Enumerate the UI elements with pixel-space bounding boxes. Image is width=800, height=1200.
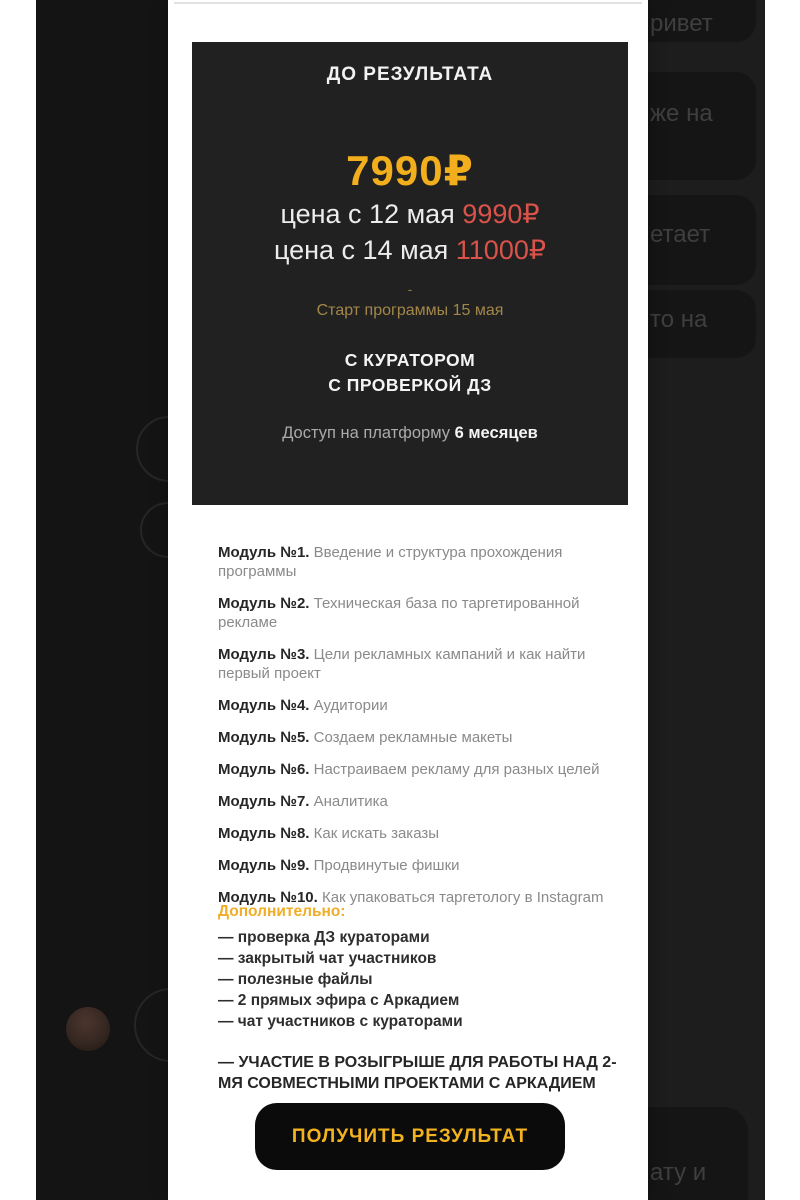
start-date-note: Старт программы 15 мая [316,302,504,319]
module-text: Введение и структура прохождения программы [218,544,563,580]
chat-background-left [36,0,168,1200]
module-item [218,594,618,632]
module-item [218,645,618,683]
chat-bubble [648,290,756,358]
chat-bubble [648,72,756,180]
chat-bubble [648,0,756,42]
module-text: Настраиваем рекламу для разных целей [309,761,600,778]
module-label: Модуль №7. [218,793,310,810]
divider [174,2,642,4]
dash-separator: - [407,281,413,297]
modules-list [218,543,618,920]
extras-title: Дополнительно: [218,903,346,920]
module-item [218,543,618,581]
module-text: Как упаковаться таргетологу в Instagram [317,889,604,906]
chat-bubble-text: етает [650,221,711,248]
module-item [218,792,618,811]
price-row-value: 11000₽ [455,235,547,265]
chat-bubble-text: ривет [650,10,713,37]
feature-curator: С КУРАТОРОМ [344,350,476,370]
chat-bubble [648,1107,748,1200]
extras-item: — закрытый чат участников [218,950,437,967]
get-result-button[interactable]: ПОЛУЧИТЬ РЕЗУЛЬТАТ [255,1103,565,1170]
extras-highlight: — УЧАСТИЕ В РОЗЫГРЫШЕ ДЛЯ РАБОТЫ НАД 2-МЯ СОВМЕСТНЫМИ ПРОЕКТАМИ С АРКАДИЕМ [218,1054,617,1092]
module-label: Модуль №6. [218,761,310,778]
price-row [192,234,628,266]
access-note [192,424,628,443]
chat-background-right [648,0,765,1200]
module-label: Модуль №9. [218,857,310,874]
module-label: Модуль №4. [218,697,310,714]
module-text: Техническая база по таргетированной рекламе [218,595,580,631]
price-row [192,198,628,230]
module-item [218,696,618,715]
module-item [218,824,618,843]
chat-avatar-ring [134,988,168,1062]
chat-bubble-text: же на [650,100,713,127]
access-label: Доступ на платформу [282,424,455,442]
current-price: 7990₽ [346,147,474,194]
price-row-label: цена с 14 мая [273,235,456,265]
price-row-label: цена с 12 мая [280,199,463,229]
module-label: Модуль №3. [218,646,310,663]
module-text: Создаем рекламные макеты [309,729,513,746]
module-text: Аналитика [309,793,388,810]
chat-avatar-ring [140,502,168,558]
extras-section [218,903,618,1094]
chat-bubble [648,195,756,285]
extras-item: — 2 прямых эфира с Аркадием [218,992,460,1009]
module-text: Аудитории [309,697,388,714]
chat-bubble-text: ату и [650,1159,707,1186]
access-value: 6 месяцев [454,424,538,442]
offer-title: ДО РЕЗУЛЬТАТА [326,64,494,85]
module-label: Модуль №1. [218,544,310,561]
module-label: Модуль №8. [218,825,310,842]
chat-bubble-text: то на [650,306,708,333]
module-item [218,856,618,875]
price-row-value: 9990₽ [462,199,540,229]
module-label: Модуль №2. [218,595,310,612]
module-item [218,760,618,779]
module-label: Модуль №10. [218,889,318,906]
module-text: Как искать заказы [309,825,440,842]
features [192,348,628,398]
offer-modal [168,0,648,1200]
offer-card [192,42,628,505]
module-item [218,728,618,747]
chat-avatar [66,1007,110,1051]
chat-avatar-ring [136,416,168,482]
feature-homework: С ПРОВЕРКОЙ ДЗ [328,375,492,395]
module-label: Модуль №5. [218,729,310,746]
module-text: Цели рекламных кампаний и как найти первый проект [218,646,586,682]
extras-item: — чат участников с кураторами [218,1013,463,1030]
extras-item: — полезные файлы [218,971,373,988]
extras-item: — проверка ДЗ кураторами [218,929,430,946]
module-text: Продвинутые фишки [309,857,460,874]
